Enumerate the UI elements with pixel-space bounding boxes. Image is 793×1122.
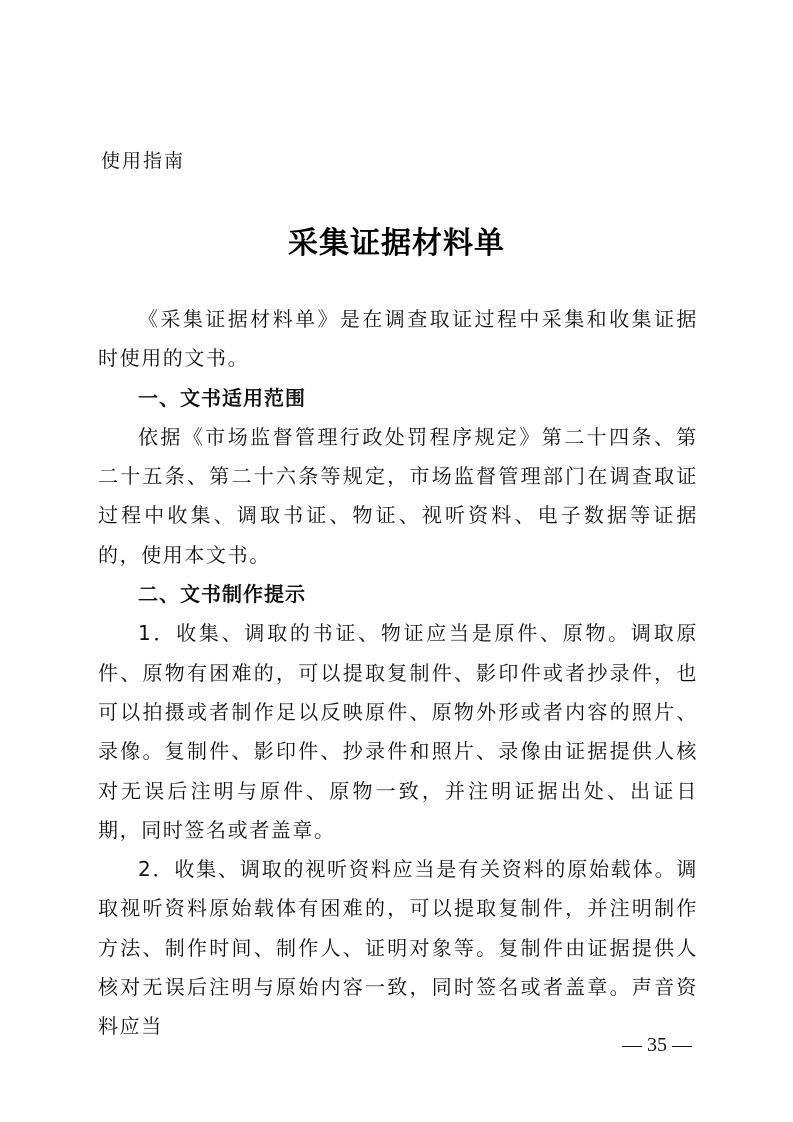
tips-paragraph-1: 1．收集、调取的书证、物证应当是原件、原物。调取原件、原物有困难的，可以提取复制件、影印件或者抄录件，也可以拍摄或者制作足以反映原件、原物外形或者内容的照片、录像。复制件、影印件、抄录件和照片、录像由证据提供人核对无误后注明与原件、原物一致，并注明证据出处、出证日期，同时签名或者盖章。 <box>98 621 698 842</box>
section-heading-tips: 二、文书制作提示 <box>138 582 306 607</box>
page-number: — 35 — <box>622 1034 692 1056</box>
section-heading-scope: 一、文书适用范围 <box>138 385 306 410</box>
document-title: 采集证据材料单 <box>288 226 505 261</box>
document-body <box>98 300 698 1047</box>
tips-paragraph-2: 2．收集、调取的视听资料应当是有关资料的原始载体。调取视听资料原始载体有困难的，可以提取复制件，并注明制作方法、制作时间、制作人、证明对象等。复制件由证据提供人核对无误后注明与原始内容一致，同时签名或者盖章。声音资料应当 <box>98 857 698 1039</box>
scope-paragraph: 依据《市场监督管理行政处罚程序规定》第二十四条、第二十五条、第二十六条等规定，市场监督管理部门在调查取证过程中收集、调取书证、物证、视听资料、电子数据等证据的，使用本文书。 <box>98 424 698 567</box>
section-label: 使用指南 <box>101 150 186 172</box>
intro-paragraph: 《采集证据材料单》是在调查取证过程中采集和收集证据时使用的文书。 <box>98 307 698 371</box>
